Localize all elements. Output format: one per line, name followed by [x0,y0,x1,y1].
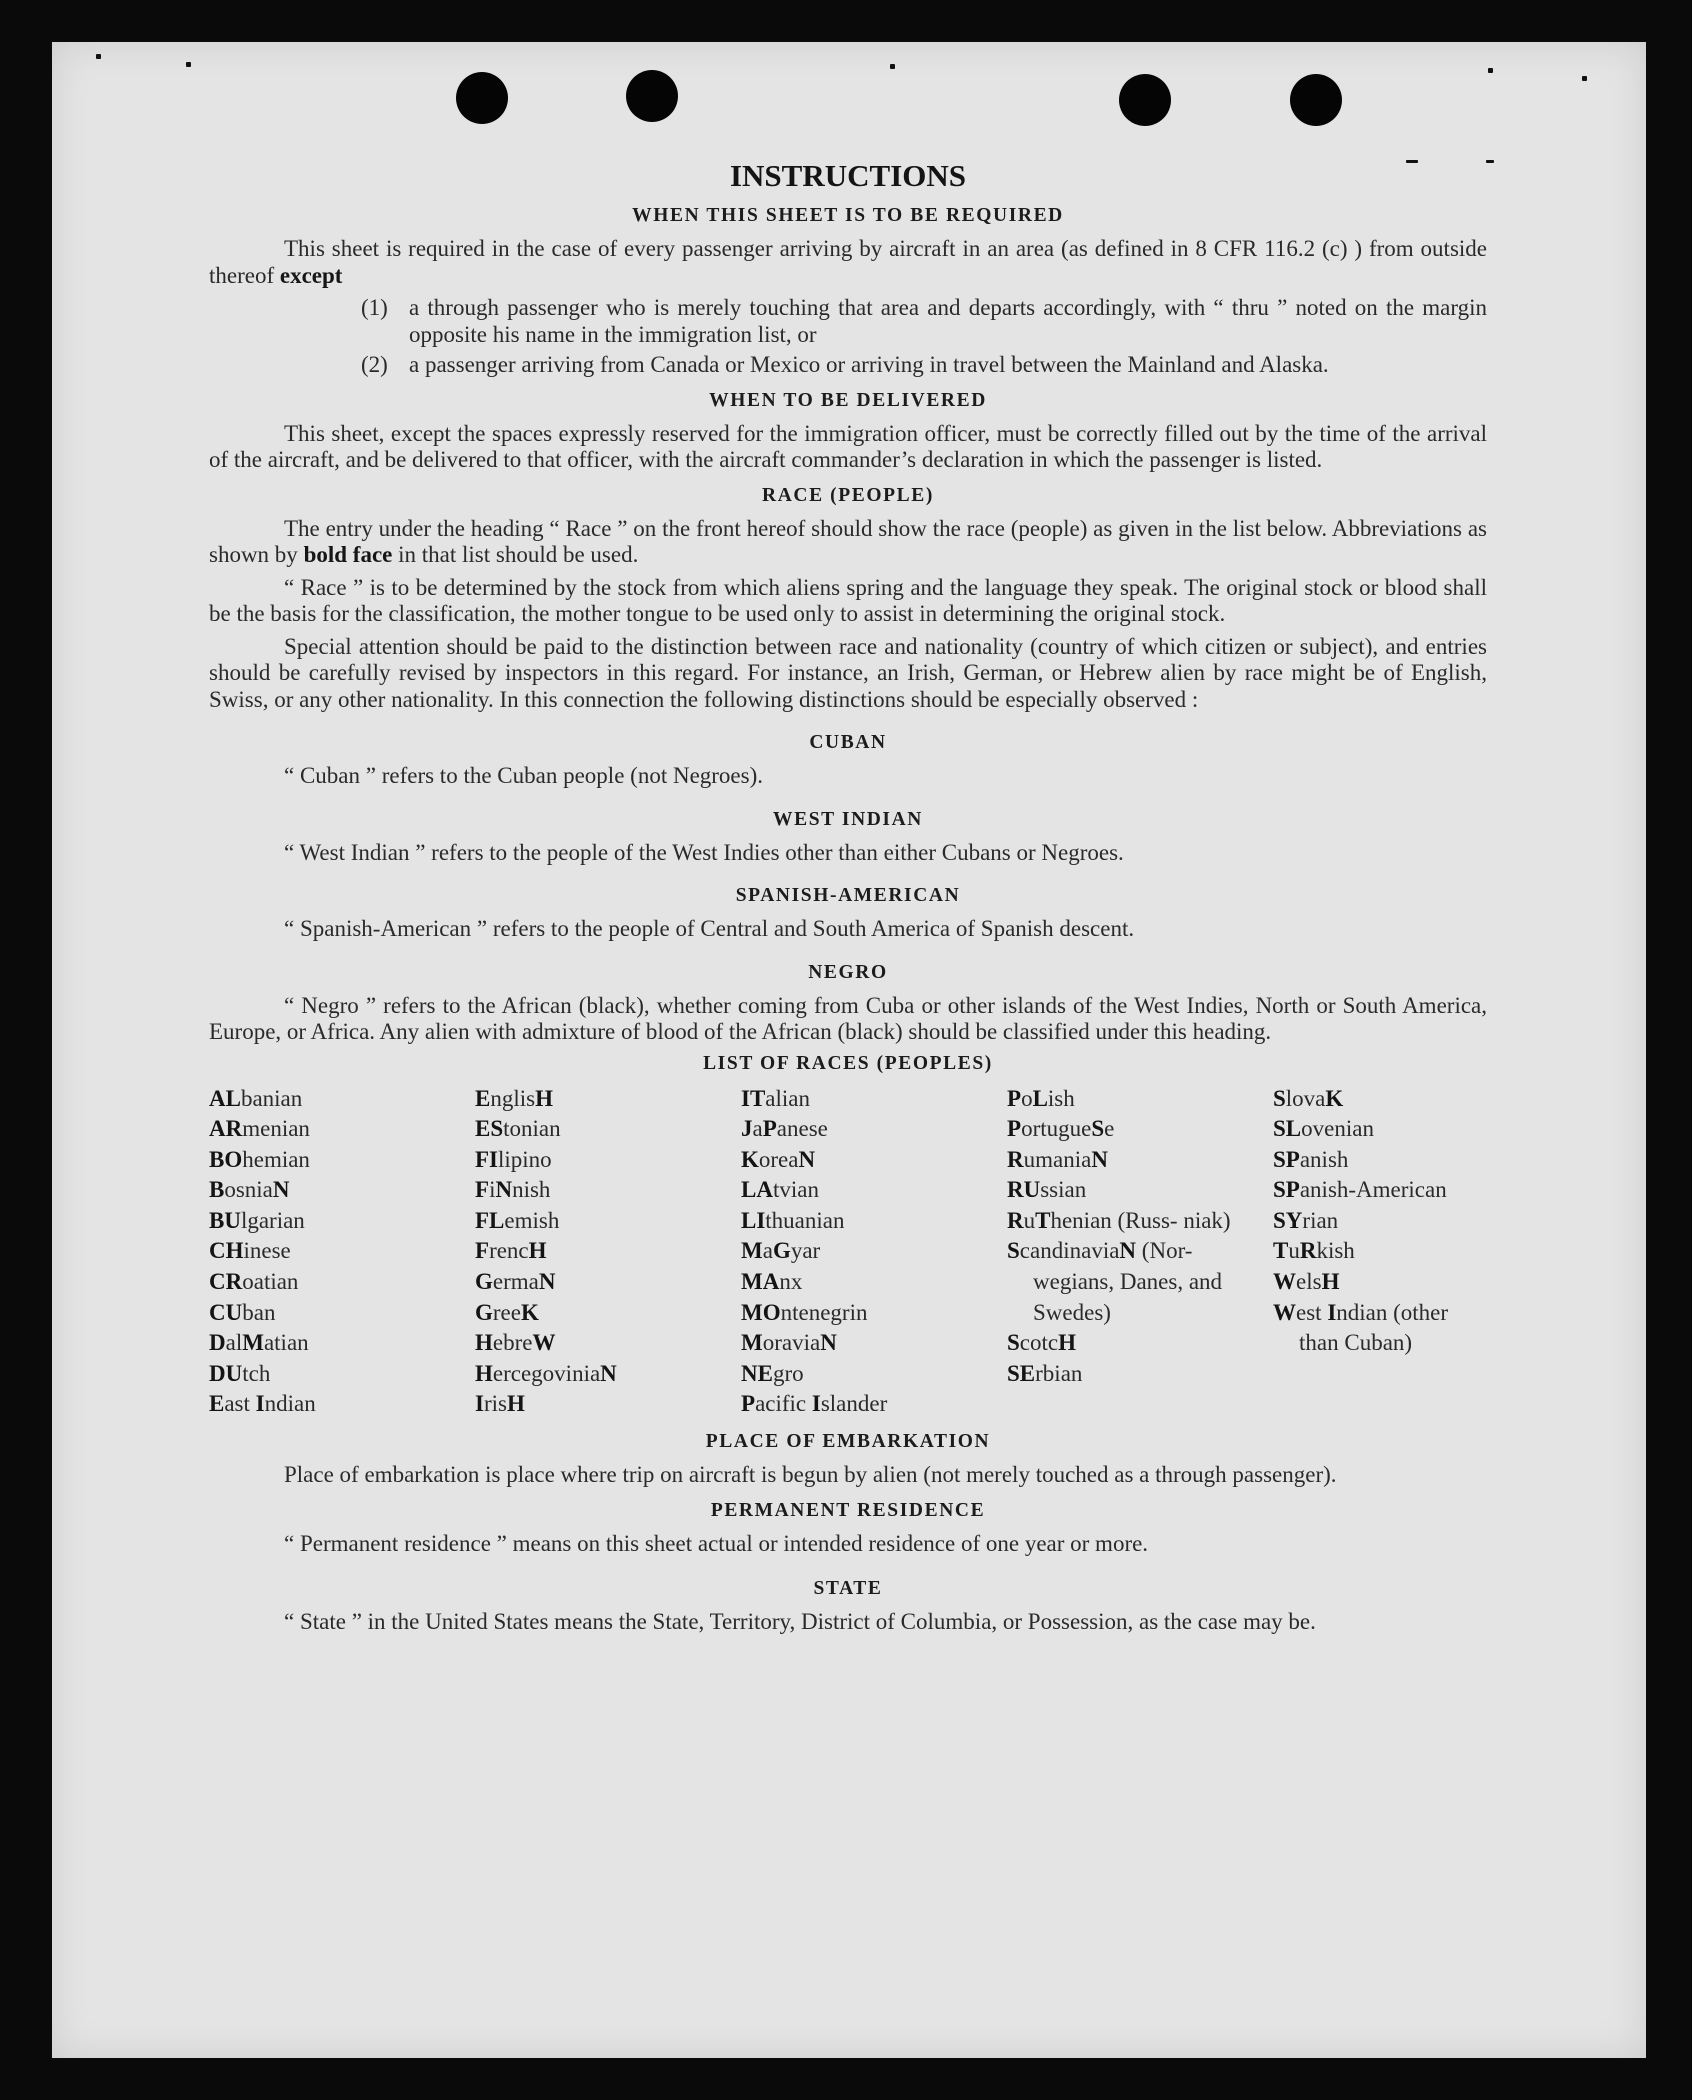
race-entry: MaGyar [741,1238,821,1264]
race-entry: ARmenian [209,1116,310,1142]
heading-negro: NEGRO [808,961,888,983]
cuban-text: “ Cuban ” refers to the Cuban people (not Negroes). [284,763,764,788]
race-entry: West Indian (other than Cuban) [1273,1299,1449,1356]
race-entry: TuRkish [1273,1238,1355,1264]
clause-1-number: (1) [361,295,388,320]
negro-text: “ Negro ” refers to the African (black), whether coming from Cuba or other islands of the West Indies, North or South America, Europe, or Africa. Any alien with admixture of blood of the African (black) should be classified under this heading. [209,992,1487,1044]
race-entry: JaPanese [741,1116,828,1142]
race-entry: EStonian [475,1116,561,1142]
race-entry: FLemish [475,1207,560,1233]
heading-delivered: WHEN TO BE DELIVERED [709,389,987,411]
race-entry: CUban [209,1299,276,1325]
race-entry: ScandinaviaN (Nor- wegians, Danes, and Swedes) [1007,1238,1223,1325]
races-column [1273,1084,1487,1421]
clause-2-number: (2) [361,352,388,377]
punch-hole-1 [456,72,508,124]
speck [96,54,101,59]
heading-race: RACE (PEOPLE) [762,484,934,506]
race-entry: BOhemian [209,1146,310,1172]
race-entry: ScotcH [1007,1330,1076,1356]
race-entry: IrisH [475,1391,525,1417]
race-entry: SErbian [1007,1360,1083,1386]
race-entry: ALbanian [209,1085,303,1111]
race-entry: WelsH [1273,1269,1340,1295]
race-entry: East Indian [209,1391,316,1417]
required-intro: This sheet is required in the case of every passenger arriving by aircraft in an area (as defined in 8 CFR 116.2 (c) ) from outside thereof except [209,236,1487,288]
races-column [741,1084,1007,1421]
permanent-residence-text: “ Permanent residence ” means on this sheet actual or intended residence of one year or more. [284,1530,1149,1556]
race-paragraph-3: Special attention should be paid to the distinction between race and nationality (country of which citizen or subject), and entries should be carefully revised by inspectors in this regard. For instance, an Irish, German, or Hebrew alien by race might be of English, Swiss, or any other nationality. In this connection the following distinctions should be especially observed : [209,633,1487,712]
race-entry: MOntenegrin [741,1299,868,1325]
race-entry: MAnx [741,1269,803,1295]
heading-state: STATE [813,1578,883,1600]
heading-cuban: CUBAN [809,732,887,753]
race-entry: CHinese [209,1238,291,1264]
race-entry: CRoatian [209,1269,299,1295]
instructions-content [209,150,1487,1636]
race-entry: GermaN [475,1269,556,1295]
race-entry: BUlgarian [209,1207,305,1233]
race-entry: HebreW [475,1330,556,1356]
race-entry: FiNnish [475,1177,551,1203]
punch-hole-4 [1290,74,1342,126]
race-entry: PoLish [1007,1085,1075,1111]
clause-2 [361,352,1487,379]
delivered-text: This sheet, except the spaces expressly reserved for the immigration officer, must be correctly filled out by the time of the arrival of the aircraft, and be delivered to that officer, with the aircraft commander’s declaration in which the passenger is listed. [209,420,1487,472]
speck [1488,68,1493,73]
clause-1 [361,295,1487,348]
heading-permanent-residence: PERMANENT RESIDENCE [710,1499,986,1521]
race-entry: RumaniaN [1007,1146,1108,1172]
race-entry: DalMatian [209,1330,309,1356]
heading-spanish-american: SPANISH-AMERICAN [735,885,961,906]
clause-1-text: a through passenger who is merely touching that area and departs accordingly, with “ thru ” noted on the margin opposite his name in the immigration list, or [409,295,1487,347]
speck [890,64,895,69]
race-entry: PortugueSe [1007,1116,1115,1142]
races-list [209,1084,1487,1421]
race-entry: MoraviaN [741,1330,837,1356]
race-entry: SPanish [1273,1146,1349,1172]
punch-hole-3 [1119,74,1171,126]
race-entry: RUssian [1007,1177,1087,1203]
embarkation-text: Place of embarkation is place where trip on aircraft is begun by alien (not merely touched as a through passenger). [284,1462,1337,1488]
state-text: “ State ” in the United States means the State, Territory, District of Columbia, or Possession, as the case may be. [284,1609,1316,1635]
punch-hole-2 [626,70,678,122]
race-entry: FrencH [475,1238,547,1264]
spanish-american-text: “ Spanish-American ” refers to the people of Central and South America of Spanish descent. [284,916,1135,941]
race-entry: SPanish-American [1273,1177,1447,1203]
race-entry: HercegoviniaN [475,1360,617,1386]
race-entry: LIthuanian [741,1207,845,1233]
race-entry: NEgro [741,1360,804,1386]
page-title: INSTRUCTIONS [729,158,966,193]
west-indian-text: “ West Indian ” refers to the people of the West Indies other than either Cubans or Negroes. [284,839,1124,865]
heading-west-indian: WEST INDIAN [773,808,923,830]
race-entry: SlovaK [1273,1085,1344,1111]
races-column [475,1084,741,1421]
heading-required: WHEN THIS SHEET IS TO BE REQUIRED [632,205,1064,226]
speck [1582,76,1587,81]
race-entry: ITalian [741,1085,810,1111]
heading-list-of-races: LIST OF RACES (PEOPLES) [703,1052,993,1074]
race-entry: SLovenian [1273,1116,1374,1142]
race-entry: GreeK [475,1299,539,1325]
race-entry: RuThenian (Russ- niak) [1007,1207,1231,1233]
races-column [209,1084,475,1421]
race-entry: BosniaN [209,1177,290,1203]
clause-2-text: a passenger arriving from Canada or Mexico or arriving in travel between the Mainland and Alaska. [409,352,1329,377]
race-paragraph-1: The entry under the heading “ Race ” on the front hereof should show the race (people) as given in the list below. Abbreviations as shown by bold face in that list should be used. [209,515,1487,567]
heading-embarkation: PLACE OF EMBARKATION [705,1431,991,1453]
speck [186,62,191,67]
race-paragraph-2: “ Race ” is to be determined by the stock from which aliens spring and the language they speak. The original stock or blood shall be the basis for the classification, the mother tongue to be used only to assist in determining the original stock. [209,574,1487,626]
race-entry: KoreaN [741,1146,816,1172]
races-column [1007,1084,1273,1421]
race-entry: DUtch [209,1360,271,1386]
race-entry: EnglisH [475,1085,553,1111]
race-entry: Pacific Islander [741,1391,888,1417]
race-entry: FIlipino [475,1146,552,1172]
race-entry: SYrian [1273,1207,1339,1233]
race-entry: LAtvian [741,1177,819,1203]
speck [1486,160,1494,163]
